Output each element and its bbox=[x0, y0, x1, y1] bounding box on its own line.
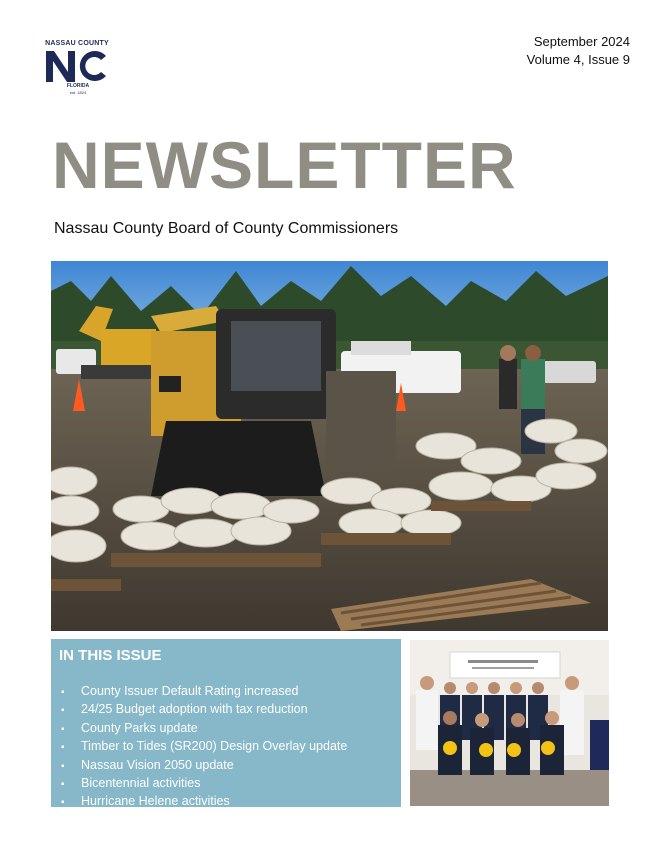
list-item: ▪ Timber to Tides (SR200) Design Overlay update bbox=[61, 738, 347, 756]
county-logo bbox=[44, 40, 110, 98]
logo-state-text: FLORIDA bbox=[66, 83, 90, 89]
bullet-icon: ▪ bbox=[61, 742, 65, 754]
list-item: ▪ Hurricane Helene activities bbox=[61, 793, 347, 811]
bullet-icon: ▪ bbox=[61, 705, 65, 717]
firefighter-group-photo bbox=[410, 640, 609, 806]
bullet-icon: ▪ bbox=[61, 687, 65, 698]
in-this-issue-heading: IN THIS ISSUE bbox=[59, 647, 162, 664]
logo-est-text: est. 1824 bbox=[69, 90, 87, 95]
newsletter-title: NEWSLETTER bbox=[52, 128, 517, 202]
newsletter-subtitle: Nassau County Board of County Commissioners bbox=[54, 220, 399, 237]
list-item: ▪ 24/25 Budget adoption with tax reduction bbox=[61, 701, 347, 719]
logo-county-text: NASSAU COUNTY bbox=[45, 40, 109, 47]
sandbag-photo bbox=[51, 261, 608, 631]
in-this-issue-box bbox=[51, 639, 401, 807]
bullet-icon: ▪ bbox=[61, 723, 65, 735]
issue-date: September 2024 bbox=[533, 34, 630, 49]
bullet-icon: ▪ bbox=[61, 760, 65, 772]
bullet-icon: ▪ bbox=[61, 779, 65, 791]
list-item: ▪ Nassau Vision 2050 update bbox=[61, 757, 347, 775]
issue-volume: Volume 4, Issue 9 bbox=[526, 52, 630, 67]
in-this-issue-list bbox=[61, 683, 347, 812]
bullet-icon: ▪ bbox=[61, 797, 65, 809]
nc-monogram-icon bbox=[44, 48, 110, 84]
list-item: ▪ Bicentennial activities bbox=[61, 775, 347, 793]
list-item: ▪ County Issuer Default Rating increased bbox=[61, 683, 347, 701]
list-item: ▪ County Parks update bbox=[61, 720, 347, 738]
